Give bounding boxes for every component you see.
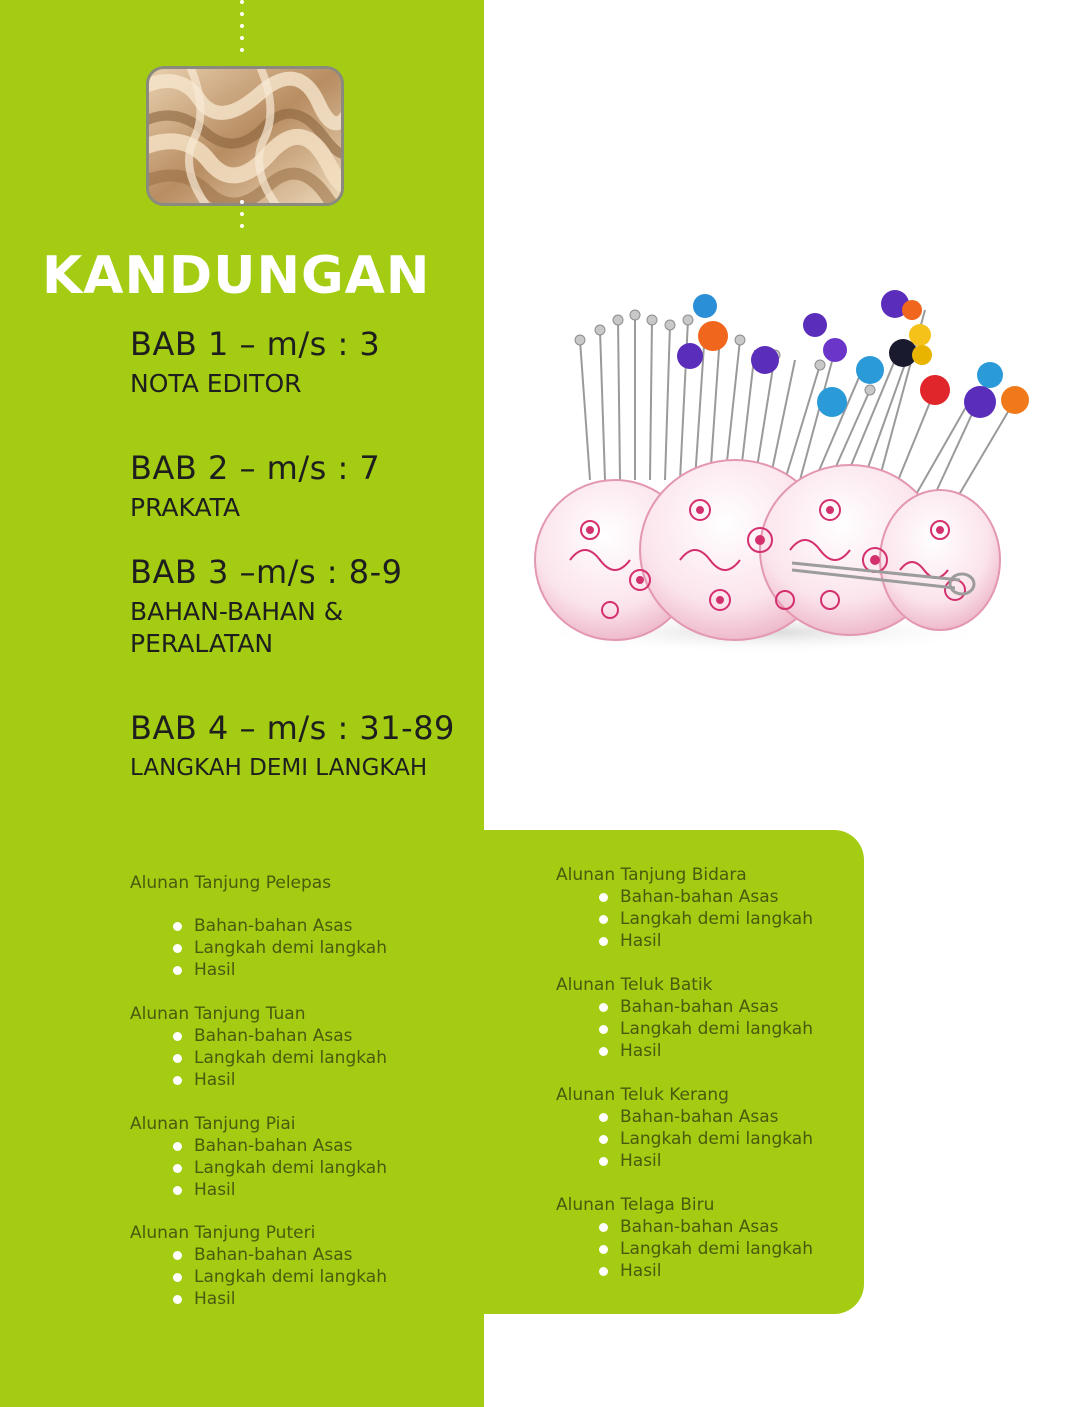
subsection-group <box>556 1194 856 1282</box>
list-item: Langkah demi langkah <box>620 1128 856 1150</box>
subsection-group <box>130 1003 430 1091</box>
chapter-2-title: PRAKATA <box>130 493 241 522</box>
page-title: KANDUNGAN <box>42 246 431 306</box>
list-item: Hasil <box>194 959 430 981</box>
chapter-1-title: NOTA EDITOR <box>130 369 302 398</box>
chapter-3-title: BAHAN-BAHAN & PERALATAN <box>130 597 344 658</box>
list-item: Bahan-bahan Asas <box>194 1025 430 1047</box>
list-item: Bahan-bahan Asas <box>194 1244 430 1266</box>
pin-cushion-photo <box>530 280 1040 684</box>
subsection-group <box>130 1222 430 1310</box>
chapter-2-page-ref: BAB 2 – m/s : 7 <box>130 449 381 487</box>
subsection-group <box>130 872 430 981</box>
subsection-list <box>130 915 430 981</box>
list-item: Bahan-bahan Asas <box>620 886 856 908</box>
subsection-list <box>130 1244 430 1310</box>
chapter-1-page-ref: BAB 1 – m/s : 3 <box>130 325 381 363</box>
subsection-group <box>556 864 856 952</box>
dotted-line-bottom <box>240 200 244 240</box>
list-item: Langkah demi langkah <box>620 1018 856 1040</box>
list-item: Langkah demi langkah <box>194 1047 430 1069</box>
list-item: Bahan-bahan Asas <box>194 1135 430 1157</box>
satin-fabric-photo <box>146 66 344 206</box>
list-item: Hasil <box>620 1150 856 1172</box>
list-item: Hasil <box>620 1260 856 1282</box>
list-item: Hasil <box>194 1288 430 1310</box>
list-item: Langkah demi langkah <box>620 1238 856 1260</box>
subsection-title: Alunan Telaga Biru <box>556 1195 715 1215</box>
subsection-group <box>556 1084 856 1172</box>
chapter-3 <box>130 554 403 660</box>
list-item: Bahan-bahan Asas <box>620 996 856 1018</box>
subsection-list <box>556 996 856 1062</box>
subsection-group <box>556 974 856 1062</box>
list-item: Hasil <box>620 1040 856 1062</box>
list-item: Bahan-bahan Asas <box>194 915 430 937</box>
chapter-4 <box>130 710 455 784</box>
chapter-1 <box>130 326 380 400</box>
list-item: Hasil <box>620 930 856 952</box>
subsection-list <box>556 1106 856 1172</box>
subsection-group <box>130 1113 430 1201</box>
list-item: Langkah demi langkah <box>194 1266 430 1288</box>
chapter-3-page-ref: BAB 3 –m/s : 8-9 <box>130 553 403 591</box>
subsection-list <box>556 1216 856 1282</box>
chapter-4-title: LANGKAH DEMI LANGKAH <box>130 755 428 781</box>
list-item: Hasil <box>194 1179 430 1201</box>
subsection-title: Alunan Tanjung Puteri <box>130 1223 316 1243</box>
subsection-title: Alunan Tanjung Bidara <box>556 865 747 885</box>
subsection-list <box>130 1025 430 1091</box>
list-item: Langkah demi langkah <box>620 908 856 930</box>
subsection-title: Alunan Teluk Batik <box>556 975 713 995</box>
subsection-title: Alunan Tanjung Piai <box>130 1114 296 1134</box>
list-item: Bahan-bahan Asas <box>620 1106 856 1128</box>
dotted-line-top <box>240 0 244 64</box>
chapter-2 <box>130 450 380 524</box>
list-item: Langkah demi langkah <box>194 937 430 959</box>
subsection-list <box>130 1135 430 1201</box>
subsection-title: Alunan Tanjung Pelepas <box>130 873 332 893</box>
subsection-list <box>556 886 856 952</box>
chapter-4-page-ref: BAB 4 – m/s : 31-89 <box>130 709 455 747</box>
list-item: Bahan-bahan Asas <box>620 1216 856 1238</box>
list-item: Langkah demi langkah <box>194 1157 430 1179</box>
subsection-title: Alunan Tanjung Tuan <box>130 1004 306 1024</box>
subsection-title: Alunan Teluk Kerang <box>556 1085 729 1105</box>
list-item: Hasil <box>194 1069 430 1091</box>
